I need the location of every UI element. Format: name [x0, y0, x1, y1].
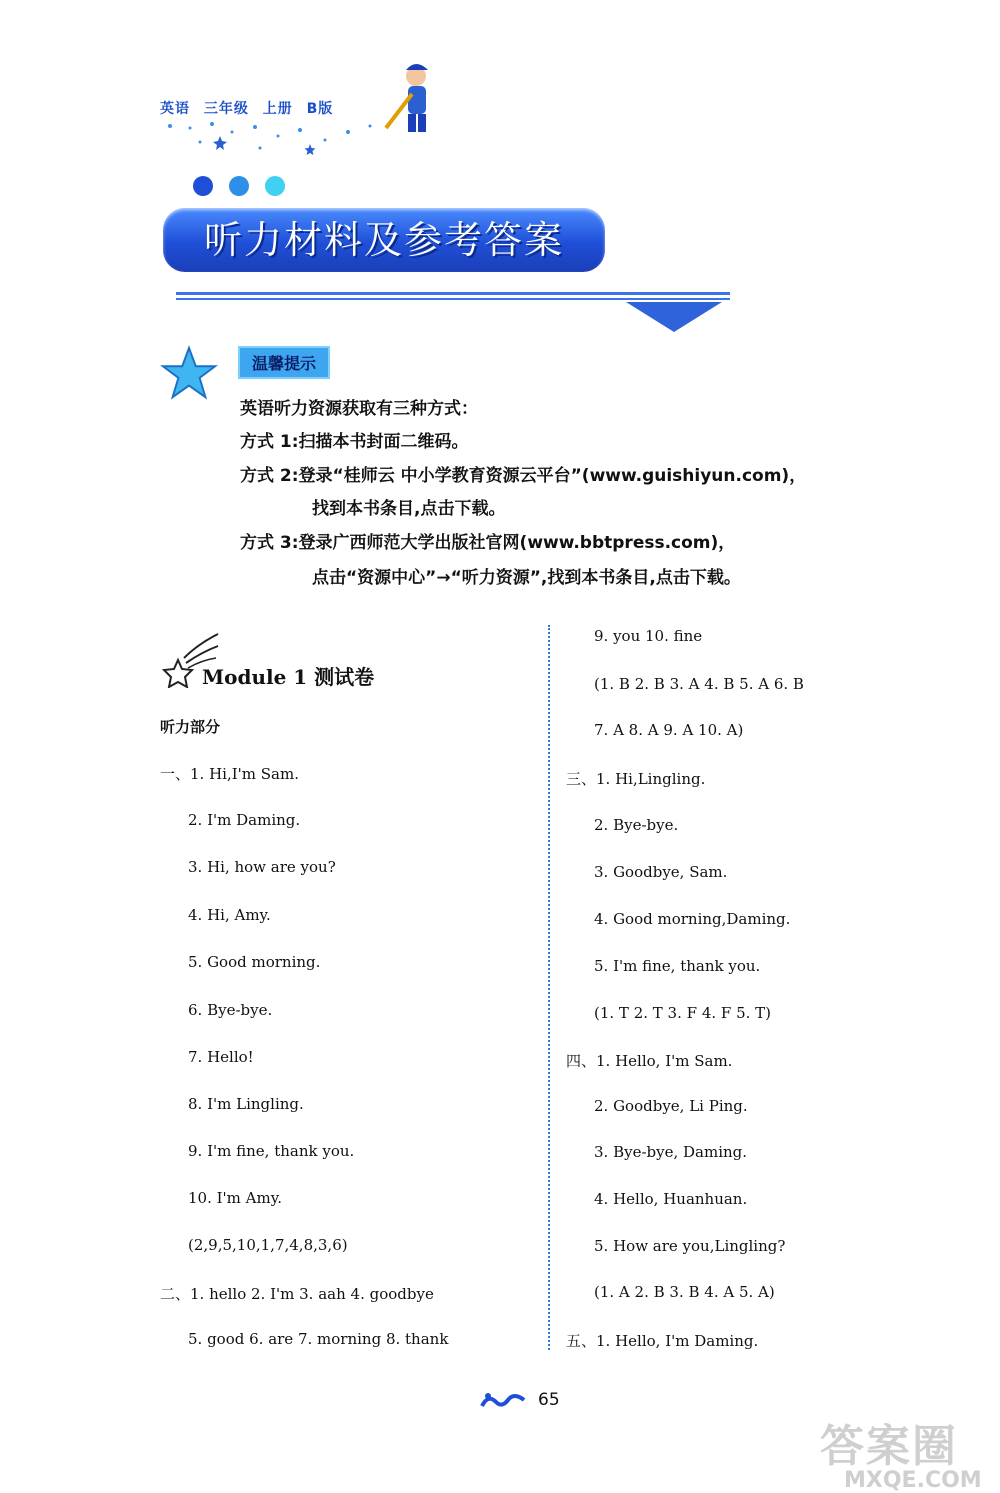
page-ornament-icon	[478, 1388, 528, 1416]
right-line-6: 3. Goodbye, Sam.	[594, 863, 728, 881]
right-line-4: 三、1. Hi,Lingling.	[566, 770, 706, 788]
section-title: 听力部分	[160, 718, 221, 736]
dot-1	[193, 176, 213, 196]
tip-line-method1: 方式 1:扫描本书封面二维码。	[240, 432, 469, 452]
title-rule	[176, 292, 730, 295]
left-line-6: 6. Bye-bye.	[188, 1001, 273, 1019]
right-line-8: 5. I'm fine, thank you.	[594, 957, 761, 975]
left-line-5: 5. Good morning.	[188, 953, 321, 971]
right-line-2: (1. B 2. B 3. A 4. B 5. A 6. B	[594, 675, 804, 693]
tip-line-intro: 英语听力资源获取有三种方式：	[240, 399, 478, 419]
column-divider	[548, 625, 550, 1350]
module-title: Module 1 测试卷	[202, 665, 375, 689]
right-line-9: 四、1. Hello, I'm Sam.	[566, 1052, 733, 1070]
right-answer-1: (1. T 2. T 3. F 4. F 5. T)	[594, 1004, 772, 1022]
dot-2	[229, 176, 249, 196]
right-line-11: 3. Bye-bye, Daming.	[594, 1143, 748, 1161]
right-line-12: 4. Hello, Huanhuan.	[594, 1190, 748, 1208]
tip-badge: 温馨提示	[238, 346, 330, 379]
page-number: 65	[538, 1390, 560, 1410]
sparkle-decoration	[160, 118, 390, 158]
left-line-11: 二、1. hello 2. I'm 3. aah 4. goodbye	[160, 1285, 434, 1303]
left-answer-1: (2,9,5,10,1,7,4,8,3,6)	[188, 1236, 348, 1254]
tip-line-method2: 方式 2:登录“桂师云 中小学教育资源云平台”(www.guishiyun.com)，	[240, 466, 807, 486]
left-line-3: 3. Hi, how are you?	[188, 858, 336, 876]
right-line-1: 9. you 10. fine	[594, 627, 703, 645]
right-line-14: 五、1. Hello, I'm Daming.	[566, 1332, 759, 1350]
left-line-2: 2. I'm Daming.	[188, 811, 301, 829]
title-rule-thin	[176, 298, 730, 300]
left-line-10: 10. I'm Amy.	[188, 1189, 282, 1207]
writing-kid-icon	[378, 58, 438, 138]
left-line-7: 7. Hello!	[188, 1048, 254, 1066]
banner-dots	[193, 176, 296, 200]
star-icon	[160, 345, 218, 403]
right-answer-2: (1. A 2. B 3. B 4. A 5. A)	[594, 1283, 775, 1301]
left-line-9: 9. I'm fine, thank you.	[188, 1142, 355, 1160]
right-line-5: 2. Bye-bye.	[594, 816, 679, 834]
arrow-down-icon	[626, 302, 722, 332]
left-line-8: 8. I'm Lingling.	[188, 1095, 304, 1113]
watermark	[820, 1410, 982, 1493]
tip-line-method2-cont: 找到本书条目,点击下载。	[312, 499, 506, 519]
left-line-1: 一、1. Hi,I'm Sam.	[160, 765, 299, 783]
left-line-4: 4. Hi, Amy.	[188, 906, 271, 924]
watermark-bottom: MXQE.COM	[844, 1468, 982, 1493]
right-line-13: 5. How are you,Lingling?	[594, 1237, 786, 1255]
watermark-top: 答案圈	[820, 1421, 958, 1472]
right-line-10: 2. Goodbye, Li Ping.	[594, 1097, 748, 1115]
banner-title: 听力材料及参考答案	[203, 218, 564, 262]
tip-line-method3-cont: 点击“资源中心”→“听力资源”,找到本书条目,点击下载。	[312, 568, 741, 588]
tip-line-method3: 方式 3:登录广西师范大学出版社官网(www.bbtpress.com)，	[240, 533, 736, 553]
right-line-3: 7. A 8. A 9. A 10. A)	[594, 721, 744, 739]
header-subject-line: 英语 三年级 上册 B版	[160, 101, 334, 117]
dot-3	[265, 176, 285, 196]
left-line-12: 5. good 6. are 7. morning 8. thank	[188, 1330, 449, 1348]
right-line-7: 4. Good morning,Daming.	[594, 910, 791, 928]
